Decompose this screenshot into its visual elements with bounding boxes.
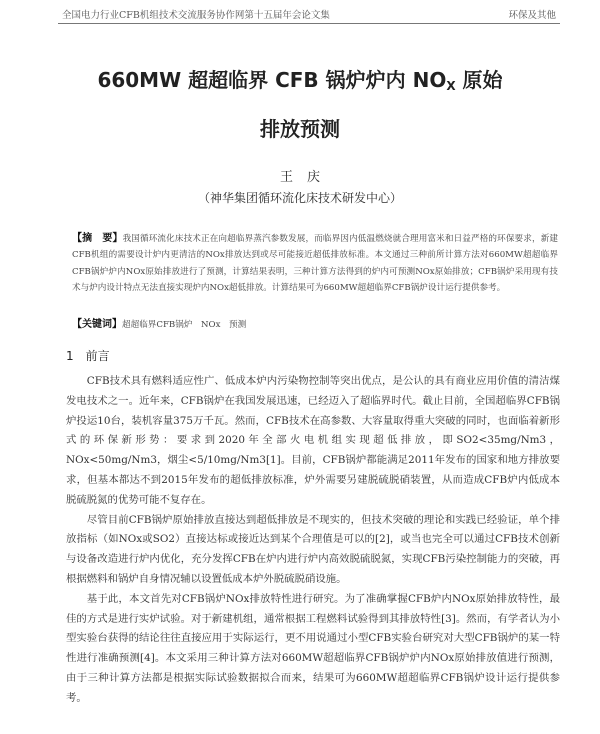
paragraph: 尽管目前CFB锅炉原始排放直接达到超低排放是不现实的，但技术突破的理论和实践已经验证，单个排放指标（如NOx或SO2）直接达标或接近达到某个合理值是可以的[2]，或当也完全可以通过CFB技术创新与设备改造进行炉内优化，充分发挥CFB在炉内进行炉内高效脱硫脱氮，实现CFB污染控制能力的突破，再根据燃料和锅炉自身情况辅以设置低成本炉外脱硫脱硝设施。: [66, 513, 560, 585]
running-header: [62, 7, 556, 21]
title-prefix: 660MW 超超临界 CFB 锅炉炉内 NO: [97, 68, 447, 92]
paragraph: 基于此，本文首先对CFB锅炉NOx排放特性进行研究。为了准确掌握CFB炉内NOx原始排放特性，最佳的方式是进行实炉试验。对于新建机组，通常根据工程燃料试验得到其排放特性[3]。然而，有学者认为小型实验台获得的结论往往直接应用于实际运行，更不用说通过小型CFB实验台研究对大型CFB锅炉的某一特性进行准确预测[4]。本文采用三种计算方法对660MW超超临界CFB锅炉炉内NOx原始排放值进行预测，由于三种计算方法都是根据实际试验数据拟合而来，结果可为660MW超超临界CFB锅炉设计运行提供参考。: [66, 592, 560, 704]
title-subscript: X: [446, 79, 456, 93]
abstract-label: 【摘 要】: [72, 233, 123, 244]
title-suffix: 原始: [455, 68, 503, 92]
keywords-text: 超超临界CFB锅炉 NOx 预测: [122, 320, 247, 330]
keywords: [72, 315, 558, 330]
paper-title-line2: 排放预测: [260, 117, 340, 141]
abstract-text: 我国循环流化床技术正在向超临界蒸汽参数发展，而临界因内低温燃烧就合理用富米和日益严格的环保要求，新建CFB机组的需要设计炉内更清洁的NOx排放达到或尽可能接近超低排放标准。本文通过三种前所计算方法对660MW超超临界CFB锅炉炉内NOx原始排放进行了预测，计算结果表明，三种计算方法得到的炉内可预测NOx原始排放；CFB锅炉采用现有技术与炉内设计特点无法直接实现炉内NOx超低排放。计算结果可为660MW超超临界CFB锅炉设计运行提供参考。: [72, 234, 558, 294]
section-heading: [66, 347, 110, 364]
section-number: 1: [66, 349, 74, 363]
abstract: [72, 231, 558, 297]
paragraph: CFB技术具有燃料适应性广、低成本炉内污染物控制等突出优点，是公认的具有商业应用价值的清洁煤发电技术之一。近年来，CFB锅炉在我国发展迅速，已经迈入了超临界时代。截止目前，全国超临界CFB锅炉投运10台，装机容量375万千瓦。然而，CFB技术在高参数、大容量取得重大突破的同时，也面临着新形式的环保新形势：要求到2020年全部火电机组实现超低排放，即SO2<35mg/Nm3，NOx<50mg/Nm3，烟尘<5/10mg/Nm3[1]。目前，CFB锅炉都能满足2011年发布的国家和地方排放要求，但基本都达不到2015年发布的超低排放标准，炉外需要另建脱硫脱硝装置，从而造成CFB炉内低成本脱硫脱氮的优势可能不复存在。: [66, 375, 560, 506]
author-name: 王庆: [279, 170, 334, 185]
running-header-right: 环保及其他: [508, 10, 556, 21]
running-header-left: 全国电力行业CFB机组技术交流服务协作网第十五届年会论文集: [62, 10, 330, 21]
section-title: 前言: [85, 349, 110, 363]
body-text: [66, 372, 560, 709]
header-rule: [58, 23, 560, 24]
paper-title-line1: [0, 64, 600, 93]
author-affiliation: （神华集团循环流化床技术研发中心）: [197, 191, 402, 205]
keywords-label: 【关键词】: [72, 319, 122, 330]
